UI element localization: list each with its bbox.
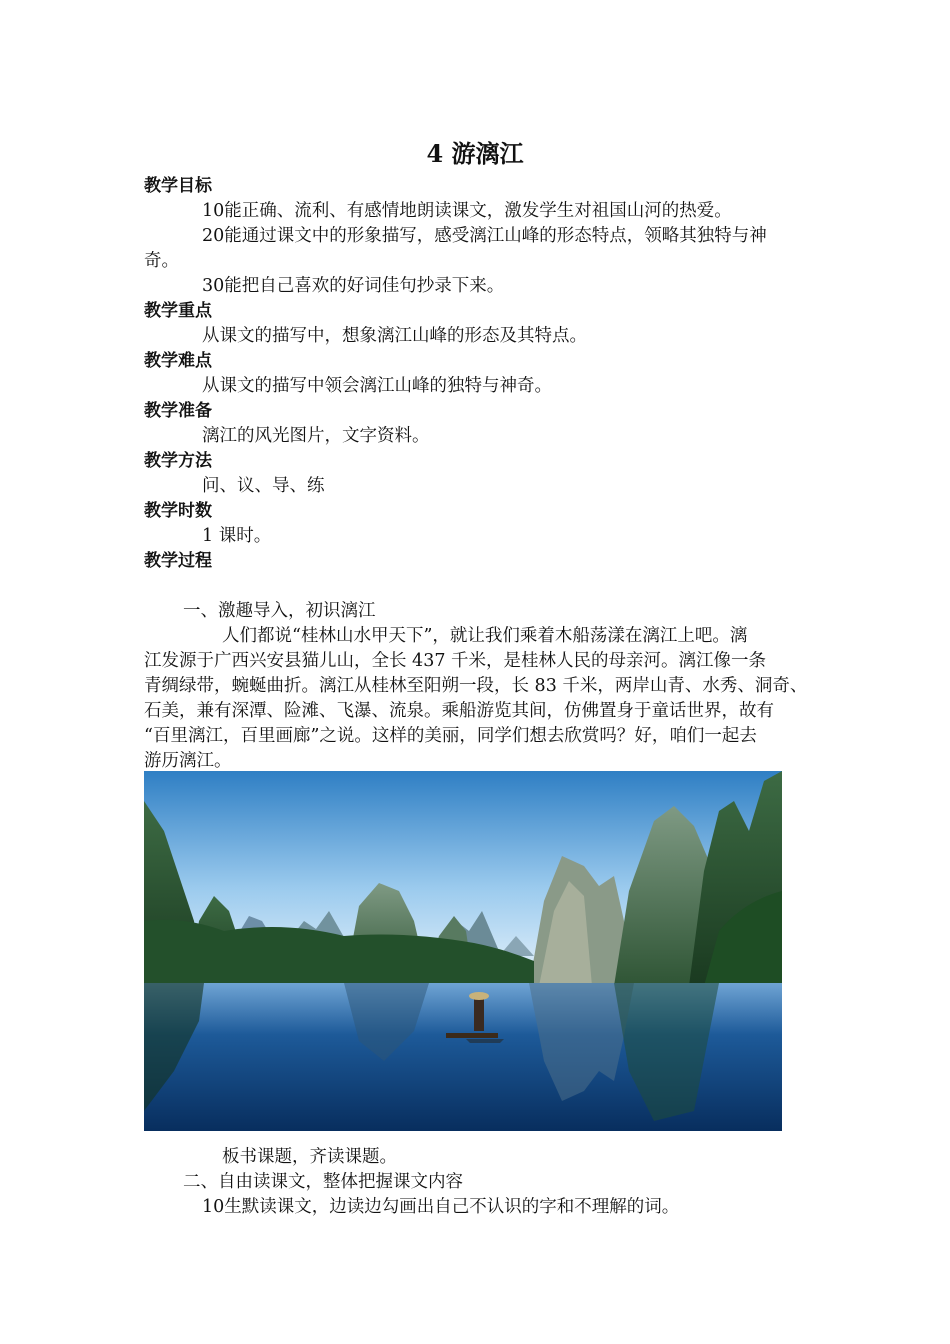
- after-photo-text: 板书课题，齐读课题。: [222, 1147, 397, 1167]
- goal-2-cont: 奇。: [144, 251, 179, 271]
- focus-heading: 教学重点: [144, 301, 212, 321]
- step-2-heading: 二、自由读课文，整体把握课文内容: [183, 1172, 463, 1192]
- landscape-illustration: [144, 771, 782, 1131]
- method-text: 问、议、导、练: [202, 476, 325, 496]
- method-heading: 教学方法: [144, 451, 212, 471]
- step-2-item-1: 10生默读课文，边读边勾画出自己不认识的字和不理解的词。: [202, 1197, 680, 1217]
- para-1-line-1: 人们都说“桂林山水甲天下”，就让我们乘着木船荡漾在漓江上吧。漓: [222, 626, 748, 646]
- page-title: 4 游漓江: [426, 139, 524, 168]
- prep-heading: 教学准备: [144, 401, 212, 421]
- goal-3: 30能把自己喜欢的好词佳句抄录下来。: [202, 276, 505, 296]
- step-1-heading: 一、激趣导入，初识漓江: [183, 601, 376, 621]
- para-1-line-3: 青绸绿带，蜿蜒曲折。漓江从桂林至阳朔一段，长 83 千米，两岸山青、水秀、洞奇、: [144, 676, 808, 696]
- process-heading: 教学过程: [144, 551, 212, 571]
- para-1-line-2: 江发源于广西兴安县猫儿山，全长 437 千米，是桂林人民的母亲河。漓江像一条: [144, 651, 767, 671]
- para-1-line-5: “百里漓江，百里画廊”之说。这样的美丽，同学们想去欣赏吗？好，咱们一起去: [144, 726, 757, 746]
- focus-text: 从课文的描写中，想象漓江山峰的形态及其特点。: [202, 326, 587, 346]
- hours-text: 1 课时。: [202, 526, 272, 546]
- para-1-line-4: 石美，兼有深潭、险滩、飞瀑、流泉。乘船游览其间，仿佛置身于童话世界，故有: [144, 701, 774, 721]
- goal-2: 20能通过课文中的形象描写，感受漓江山峰的形态特点，领略其独特与神: [202, 226, 767, 246]
- para-1-line-6: 游历漓江。: [144, 751, 232, 771]
- goals-heading: 教学目标: [144, 176, 212, 196]
- goal-1: 10能正确、流利、有感情地朗读课文，激发学生对祖国山河的热爱。: [202, 201, 732, 221]
- lijiang-landscape-photo: [144, 771, 782, 1131]
- prep-text: 漓江的风光图片，文字资料。: [202, 426, 430, 446]
- hours-heading: 教学时数: [144, 501, 212, 521]
- difficulty-heading: 教学难点: [144, 351, 212, 371]
- difficulty-text: 从课文的描写中领会漓江山峰的独特与神奇。: [202, 376, 552, 396]
